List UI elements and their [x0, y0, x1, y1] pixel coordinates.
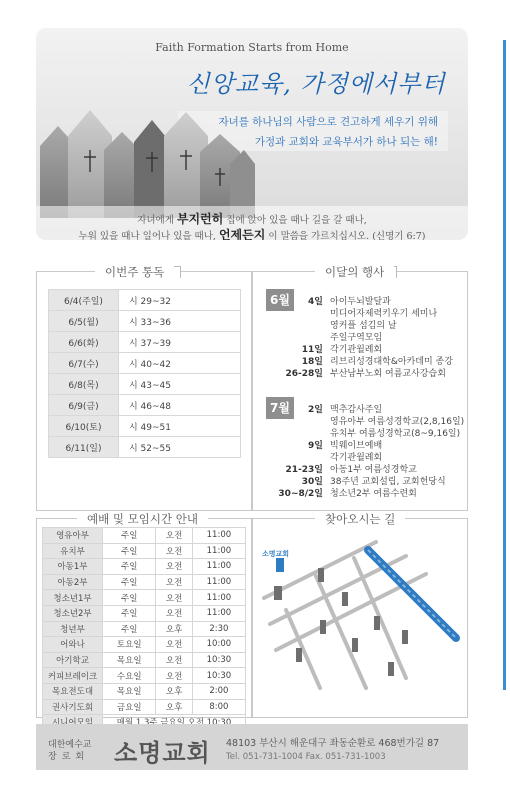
worship-row	[43, 528, 246, 544]
map-title: 찾아오시는 길	[315, 511, 405, 527]
worship-time: 11:00	[192, 605, 245, 621]
reading-date: 6/8(목)	[49, 374, 119, 395]
reading-row	[49, 374, 241, 395]
banner-subtitle-2: 가정과 교회와 교육부서가 하나 되는 해!	[254, 136, 438, 148]
worship-ampm: 오전	[156, 590, 192, 606]
worship-ampm: 오전	[156, 543, 192, 559]
worship-group: 아동2부	[43, 574, 103, 590]
footer-contact: Tel. 051-731-1004 Fax. 051-731-1003	[226, 752, 386, 762]
event-day: 26-28일	[285, 369, 323, 379]
event-text: 영커플 섬김의 날	[330, 321, 397, 331]
map-church-marker	[276, 558, 284, 572]
reading-table	[48, 289, 241, 458]
footer-denomination-2: 장로회	[48, 752, 90, 762]
map-church-label: 소명교회	[262, 550, 290, 558]
reading-date: 6/7(수)	[49, 353, 119, 374]
event-text: 아동1부 여름성경학교	[330, 465, 417, 475]
reading-verses: 시 43~45	[119, 374, 241, 395]
event-text: 주일구역모임	[330, 333, 383, 343]
reading-date: 6/6(화)	[49, 332, 119, 353]
worship-title: 예배 및 모임시간 안내	[77, 511, 208, 527]
worship-time: 10:30	[192, 652, 245, 668]
worship-group: 청소년2부	[43, 605, 103, 621]
reading-row	[49, 395, 241, 416]
theme-banner	[36, 28, 468, 240]
reading-verses: 시 46~48	[119, 395, 241, 416]
worship-row	[43, 590, 246, 606]
event-day: 11일	[301, 345, 323, 355]
worship-group: 커피브레이크	[43, 668, 103, 684]
reading-verses: 시 52~55	[119, 437, 241, 458]
worship-group: 유치부	[43, 543, 103, 559]
event-day: 4일	[308, 297, 323, 307]
worship-time: 2:00	[192, 683, 245, 699]
worship-ampm: 오전	[156, 668, 192, 684]
worship-row	[43, 699, 246, 715]
worship-row	[43, 668, 246, 684]
event-day: 21-23일	[285, 465, 323, 475]
worship-group: 권사기도회	[43, 699, 103, 715]
event-day: 9일	[308, 441, 323, 451]
worship-group: 청소년1부	[43, 590, 103, 606]
worship-ampm: 오후	[156, 683, 192, 699]
month-badge-june: 6월	[266, 289, 294, 311]
reading-verses: 시 37~39	[119, 332, 241, 353]
worship-time: 11:00	[192, 590, 245, 606]
events-title: 이달의 행사	[315, 264, 394, 280]
reading-row	[49, 416, 241, 437]
worship-time: 10:30	[192, 668, 245, 684]
worship-ampm: 오후	[156, 699, 192, 715]
event-text: 부산남부노회 여름교사강습회	[330, 369, 446, 379]
event-day: 30~8/2일	[278, 489, 323, 499]
worship-ampm: 오전	[156, 652, 192, 668]
reading-row	[49, 311, 241, 332]
event-text: 리브리성경대학&아카데미 종강	[330, 357, 453, 367]
footer-denomination-1: 대한예수교	[48, 740, 92, 750]
event-text: 각기관월례회	[330, 453, 383, 463]
event-day: 18일	[301, 357, 323, 367]
reading-verses: 시 40~42	[119, 353, 241, 374]
worship-time: 10:00	[192, 637, 245, 653]
event-text: 영유아부 여름성경학교(2,8,16일)	[330, 417, 465, 427]
reading-date: 6/11(일)	[49, 437, 119, 458]
reading-row	[49, 353, 241, 374]
worship-row	[43, 637, 246, 653]
event-text: 아이두뇌발달과	[330, 297, 391, 307]
verse-line-2: 누워 있을 때나 일어나 있을 때나, 언제든지 이 말씀을 가르치십시오. (신명기 6:7)	[78, 228, 426, 240]
worship-ampm: 오전	[156, 559, 192, 575]
reading-date: 6/4(주일)	[49, 290, 119, 311]
worship-day: 목요일	[103, 652, 156, 668]
worship-time: 8:00	[192, 699, 245, 715]
worship-time: 11:00	[192, 574, 245, 590]
reading-date: 6/9(금)	[49, 395, 119, 416]
worship-row	[43, 543, 246, 559]
worship-row	[43, 683, 246, 699]
worship-time: 11:00	[192, 559, 245, 575]
worship-day: 금요일	[103, 699, 156, 715]
event-day: 30일	[301, 477, 323, 487]
reading-verses: 시 29~32	[119, 290, 241, 311]
month-badge-july: 7월	[266, 397, 294, 419]
worship-group: 아동1부	[43, 559, 103, 575]
worship-row	[43, 652, 246, 668]
worship-ampm: 오전	[156, 605, 192, 621]
reading-row	[49, 332, 241, 353]
worship-ampm: 오후	[156, 621, 192, 637]
worship-day: 목요일	[103, 683, 156, 699]
worship-ampm: 오전	[156, 528, 192, 544]
map-roads	[264, 542, 426, 688]
worship-table	[42, 527, 246, 731]
verse-line-1: 자녀에게 부지런히 집에 앉아 있을 때나 길을 갈 때나,	[137, 212, 367, 226]
event-text: 미디어자제력키우기 세미나	[330, 309, 438, 319]
reading-row	[49, 290, 241, 311]
worship-day: 토요일	[103, 637, 156, 653]
worship-group: 목요전도대	[43, 683, 103, 699]
worship-ampm: 오전	[156, 574, 192, 590]
banner-subtitle-1: 자녀를 하나님의 사람으로 견고하게 세우기 위해	[218, 116, 438, 128]
worship-group: 아기학교	[43, 652, 103, 668]
event-text: 유치부 여름성경학교(8~9,16일)	[330, 429, 461, 439]
event-text: 빅웨이브예배	[330, 441, 383, 451]
worship-day: 주일	[103, 559, 156, 575]
worship-row	[43, 605, 246, 621]
wooden-houses-image	[40, 106, 255, 218]
worship-day: 주일	[103, 605, 156, 621]
worship-time: 2:30	[192, 621, 245, 637]
reading-row	[49, 437, 241, 458]
worship-day: 주일	[103, 590, 156, 606]
reading-date: 6/5(월)	[49, 311, 119, 332]
worship-row	[43, 559, 246, 575]
banner-main-title: 신앙교육, 가정에서부터	[186, 70, 446, 98]
event-text: 맥추감사주일	[330, 405, 383, 415]
footer-address: 48103 부산시 해운대구 좌동순환로 468번가길 87	[226, 738, 440, 749]
worship-day: 주일	[103, 574, 156, 590]
reading-verses: 시 33~36	[119, 311, 241, 332]
reading-verses: 시 49~51	[119, 416, 241, 437]
worship-row	[43, 574, 246, 590]
event-text: 청소년2부 여름수련회	[330, 489, 417, 499]
worship-row	[43, 621, 246, 637]
worship-day: 수요일	[103, 668, 156, 684]
worship-group: 영유아부	[43, 528, 103, 544]
worship-day: 주일	[103, 543, 156, 559]
worship-day: 주일	[103, 528, 156, 544]
worship-ampm: 오전	[156, 637, 192, 653]
worship-group: 어와나	[43, 637, 103, 653]
worship-time: 11:00	[192, 543, 245, 559]
reading-date: 6/10(토)	[49, 416, 119, 437]
worship-time: 11:00	[192, 528, 245, 544]
worship-day: 주일	[103, 621, 156, 637]
event-day: 2일	[308, 405, 323, 415]
event-text: 38주년 교회설립, 교회헌당식	[330, 477, 446, 487]
worship-group: 청년부	[43, 621, 103, 637]
footer-church-name: 소명교회	[114, 739, 211, 767]
footer-bar	[36, 724, 468, 770]
event-text: 각기관월례회	[330, 345, 383, 355]
directions-map	[256, 528, 466, 708]
banner-english-title: Faith Formation Starts from Home	[155, 41, 349, 54]
reading-title: 이번주 통독	[95, 264, 174, 280]
right-edge-line	[503, 40, 506, 690]
